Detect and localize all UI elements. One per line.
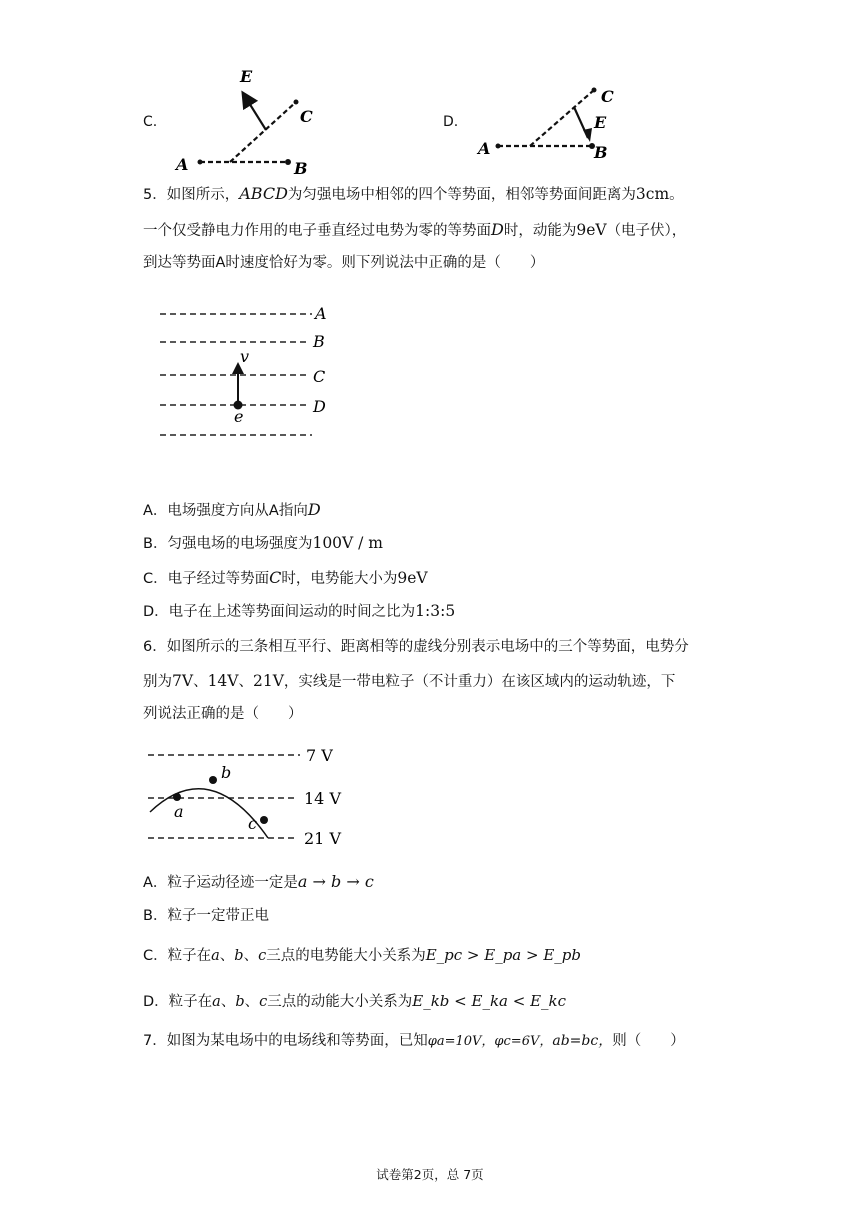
label-e: E bbox=[594, 113, 607, 132]
label-e: E bbox=[240, 67, 253, 86]
label-7v: 7 V bbox=[306, 746, 333, 765]
label-b: b bbox=[221, 763, 232, 782]
ac-dashed-line bbox=[230, 102, 296, 162]
q6-option-d[interactable]: D．粒子在a、b、c三点的动能大小关系为E_kb < E_ka < E_kc bbox=[143, 992, 567, 1010]
label-e: e bbox=[234, 407, 244, 426]
q6-option-b[interactable]: B．粒子一定带正电 bbox=[143, 908, 269, 924]
e-arrow bbox=[246, 98, 266, 130]
q5-option-c[interactable]: C．电子经过等势面C时，电势能大小为9eV bbox=[143, 568, 428, 587]
q5-option-b[interactable]: B．匀强电场的电场强度为100V / m bbox=[143, 534, 384, 552]
q5-stem-line-2: 一个仅受静电力作用的电子垂直经过电势为零的等势面D时，动能为9eV（电子伏）， bbox=[143, 220, 687, 239]
point-b bbox=[209, 776, 217, 784]
label-c: C bbox=[601, 87, 614, 106]
label-a: A bbox=[315, 304, 327, 323]
q5-option-d[interactable]: D．电子在上述等势面间运动的时间之比为1:3:5 bbox=[143, 602, 456, 620]
q4-option-c-letter[interactable]: C. bbox=[143, 114, 158, 130]
point-c bbox=[260, 816, 268, 824]
q7-stem: 7．如图为某电场中的电场线和等势面，已知φa=10V，φc=6V，ab=bc，则（ ） bbox=[143, 1033, 685, 1049]
q4-option-c-figure bbox=[170, 66, 330, 178]
label-b: B bbox=[294, 159, 308, 178]
label-c: C bbox=[300, 107, 313, 126]
q5-stem-line-3: 到达等势面A时速度恰好为零。则下列说法中正确的是（ ） bbox=[143, 255, 545, 271]
label-a: A bbox=[478, 139, 491, 158]
q4-option-d-figure bbox=[474, 80, 624, 164]
q5-figure bbox=[150, 300, 350, 450]
q6-stem-line-2: 别为7V、14V、21V，实线是一带电粒子（不计重力）在该区域内的运动轨迹，下 bbox=[143, 672, 676, 690]
label-d: D bbox=[313, 397, 326, 416]
q6-stem-line-3: 列说法正确的是（ ） bbox=[143, 706, 303, 722]
ac-dashed-line bbox=[530, 90, 594, 146]
label-21v: 21 V bbox=[304, 829, 341, 848]
q6-figure bbox=[140, 740, 360, 852]
q5-stem-line-1: 5．如图所示，ABCD为匀强电场中相邻的四个等势面，相邻等势面间距离为3cm。 bbox=[143, 184, 684, 203]
label-14v: 14 V bbox=[304, 789, 341, 808]
label-c: C bbox=[313, 367, 326, 386]
q4-option-d-letter[interactable]: D. bbox=[443, 114, 459, 130]
label-c: c bbox=[248, 814, 257, 833]
label-b: B bbox=[594, 143, 608, 162]
q6-option-a[interactable]: A．粒子运动径迹一定是a → b → c bbox=[143, 872, 374, 891]
label-v: v bbox=[240, 347, 250, 366]
label-b: B bbox=[313, 332, 325, 351]
q6-option-c[interactable]: C．粒子在a、b、c三点的电势能大小关系为E_pc > E_pa > E_pb bbox=[143, 946, 582, 964]
point-a bbox=[173, 793, 181, 801]
q5-option-a[interactable]: A．电场强度方向从A指向D bbox=[143, 500, 321, 519]
label-a: A bbox=[176, 155, 189, 174]
label-a: a bbox=[174, 802, 184, 821]
q6-stem-line-1: 6．如图所示的三条相互平行、距离相等的虚线分别表示电场中的三个等势面，电势分 bbox=[143, 639, 689, 655]
page-footer: 试卷第2页，总 7页 bbox=[376, 1167, 484, 1182]
